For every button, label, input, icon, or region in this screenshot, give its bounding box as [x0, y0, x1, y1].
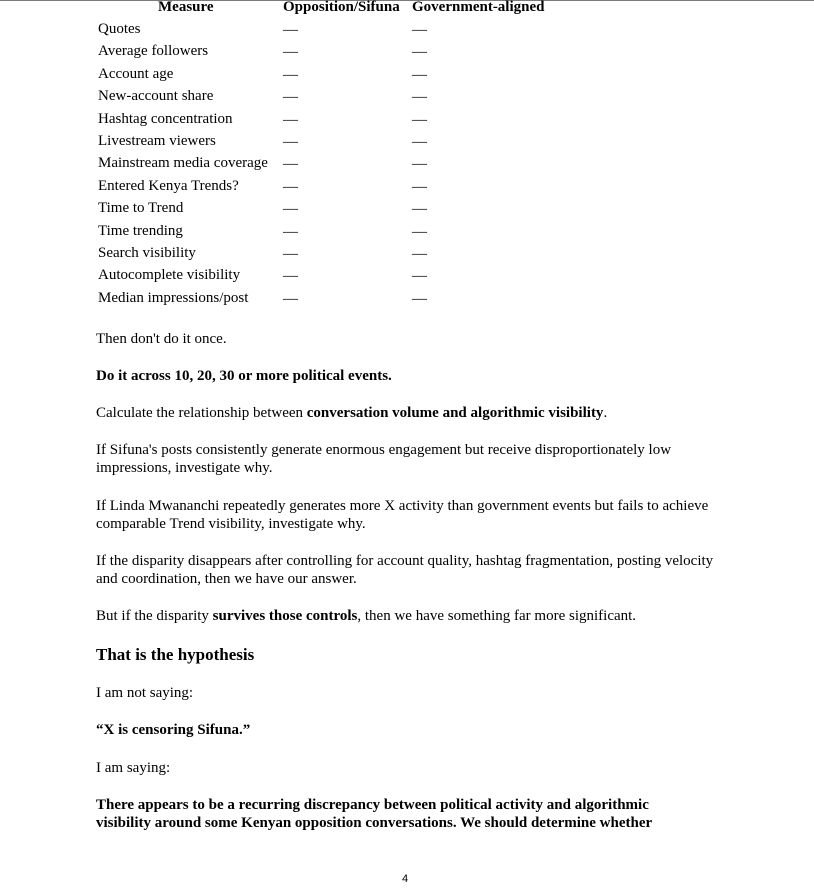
table-row-government-value: — — [412, 89, 427, 105]
table-row-government-value: — — [412, 291, 427, 307]
table-row-opposition-value: — — [283, 89, 298, 105]
table-row-measure: Time trending — [98, 223, 183, 239]
table-row-opposition-value: — — [283, 22, 298, 38]
paragraph-i-am-saying: I am saying: — [96, 760, 171, 776]
table-row-opposition-value: — — [283, 112, 298, 128]
table-row-government-value: — — [412, 201, 427, 217]
table-row-measure: Search visibility — [98, 245, 196, 261]
table-header-government: Government-aligned — [412, 0, 545, 15]
table-row-government-value: — — [412, 268, 427, 284]
table-row-government-value: — — [412, 22, 427, 38]
table-row-measure: Hashtag concentration — [98, 111, 233, 127]
calculate-end: . — [603, 405, 608, 421]
table-row-government-value: — — [412, 246, 427, 262]
paragraph-do-it-across: Do it across 10, 20, 30 or more political events. — [96, 368, 392, 384]
table-row-government-value: — — [412, 112, 427, 128]
table-row-opposition-value: — — [283, 224, 298, 240]
section-heading-hypothesis: That is the hypothesis — [96, 645, 255, 664]
table-row-measure: Mainstream media coverage — [98, 155, 268, 171]
table-row-measure: Median impressions/post — [98, 290, 249, 306]
table-row-government-value: — — [412, 179, 427, 195]
paragraph-linda-mwananchi: If Linda Mwananchi repeatedly generates more X activity than government events but fails to achieve comparable Trend visibility, investigate why. — [96, 498, 709, 532]
calculate-emphasis: conversation volume and algorithmic visibility — [306, 405, 604, 421]
paragraph-disparity-disappears: If the disparity disappears after controlling for account quality, hashtag fragmentation, posting velocity and coordination, then we have our answer. — [96, 553, 714, 587]
table-row-government-value: — — [412, 224, 427, 240]
paragraph-quote: “X is censoring Sifuna.” — [96, 722, 251, 738]
table-row-opposition-value: — — [283, 201, 298, 217]
table-row-opposition-value: — — [283, 268, 298, 284]
table-row-government-value: — — [412, 67, 427, 83]
table-row-measure: Quotes — [98, 21, 141, 37]
page-number: 4 — [402, 873, 409, 885]
table-row-measure: New-account share — [98, 88, 214, 104]
table-row-government-value: — — [412, 44, 427, 60]
survives-end: , then we have something far more significant. — [357, 608, 637, 624]
paragraph-calculate — [96, 404, 736, 422]
table-row-opposition-value: — — [283, 179, 298, 195]
table-header-measure: Measure — [158, 0, 214, 15]
table-row-government-value: — — [412, 156, 427, 172]
table-row-government-value: — — [412, 134, 427, 150]
page-top-rule — [0, 0, 814, 1]
paragraph-discrepancy: There appears to be a recurring discrepancy between political activity and algorithmic visibility around some Kenyan opposition conversations. We should determine whether — [96, 797, 653, 831]
survives-text: But if the disparity — [96, 608, 213, 624]
table-row-measure: Entered Kenya Trends? — [98, 178, 239, 194]
paragraph-sifuna-posts: If Sifuna's posts consistently generate enormous engagement but receive disproportionately low impressions, investigate why. — [96, 442, 672, 476]
table-header-opposition: Opposition/Sifuna — [283, 0, 400, 15]
calculate-text: Calculate the relationship between — [96, 405, 307, 421]
paragraph-i-am-not-saying: I am not saying: — [96, 685, 194, 701]
table-row-measure: Livestream viewers — [98, 133, 216, 149]
table-row-measure: Autocomplete visibility — [98, 267, 241, 283]
table-row-opposition-value: — — [283, 246, 298, 262]
table-row-measure: Average followers — [98, 43, 209, 59]
table-row-opposition-value: — — [283, 291, 298, 307]
paragraph-then-dont: Then don't do it once. — [96, 331, 227, 347]
table-row-opposition-value: — — [283, 67, 298, 83]
paragraph-disparity-survives — [96, 607, 736, 625]
table-row-measure: Time to Trend — [98, 200, 184, 216]
table-row-measure: Account age — [98, 66, 174, 82]
survives-emphasis: survives those controls — [212, 608, 358, 624]
table-row-opposition-value: — — [283, 44, 298, 60]
table-row-opposition-value: — — [283, 134, 298, 150]
table-row-opposition-value: — — [283, 156, 298, 172]
